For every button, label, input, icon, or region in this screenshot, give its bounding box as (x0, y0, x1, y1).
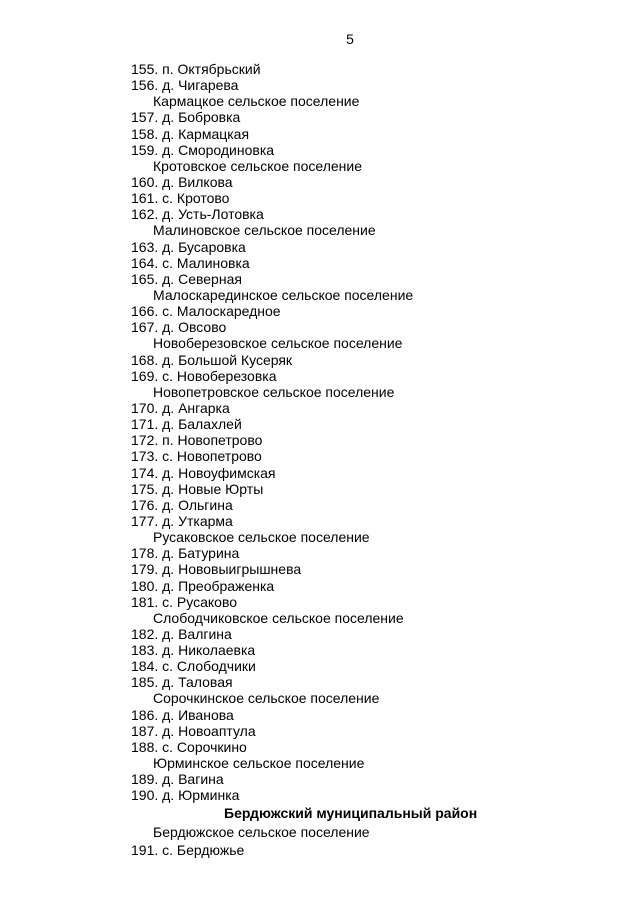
settlement-heading: Русаковское сельское поселение (153, 529, 370, 546)
list-item: 169. с. Новоберезовка (131, 367, 277, 384)
list-item: 157. д. Бобровка (131, 109, 241, 126)
list-item: 181. с. Русаково (131, 593, 238, 610)
list-item: 158. д. Кармацкая (131, 125, 250, 142)
settlement-heading: Новоберезовское сельское поселение (153, 335, 403, 352)
list-item: 185. д. Таловая (131, 674, 233, 691)
list-item: 159. д. Смородиновка (131, 141, 275, 158)
list-item: 161. с. Кротово (131, 190, 230, 207)
list-item: 176. д. Ольгина (131, 496, 233, 513)
settlement-heading: Слободчиковское сельское поселение (153, 609, 404, 626)
settlement-heading: Кротовское сельское поселение (153, 157, 362, 174)
list-item: 182. д. Валгина (131, 625, 232, 642)
list-item: 173. с. Новопетрово (131, 448, 262, 465)
list-item: 177. д. Уткарма (131, 512, 233, 529)
list-item: 191. с. Бердюжье (131, 842, 245, 859)
settlement-heading: Новопетровское сельское поселение (153, 383, 395, 400)
list-item: 188. с. Сорочкино (131, 738, 247, 755)
list-item: 165. д. Северная (131, 270, 242, 287)
list-item: 155. п. Октябрьский (131, 61, 261, 77)
list-item: 174. д. Новоуфимская (131, 464, 276, 481)
list-item: 164. с. Малиновка (131, 254, 250, 271)
list-item: 187. д. Новоаптула (131, 722, 256, 739)
settlement-heading: Малиновское сельское поселение (153, 222, 376, 239)
list-item: 184. с. Слободчики (131, 658, 256, 675)
list-item: 170. д. Ангарка (131, 399, 230, 416)
list-item: 166. с. Малоскаредное (131, 303, 281, 320)
list-item: 168. д. Большой Кусеряк (131, 351, 293, 368)
list-item: 179. д. Нововыигрышнева (131, 561, 302, 578)
settlement-heading: Кармацкое сельское поселение (153, 93, 360, 110)
list-item: 167. д. Овсово (131, 319, 227, 336)
list-item: 186. д. Иванова (131, 706, 234, 723)
list-item: 156. д. Чигарева (131, 77, 239, 94)
list-item: 172. п. Новопетрово (131, 432, 263, 449)
list-item: 183. д. Николаевка (131, 642, 256, 659)
list-item: 163. д. Бусаровка (131, 238, 246, 255)
settlement-heading: Малоскарединское сельское поселение (153, 286, 414, 303)
district-heading: Бердюжский муниципальный район (224, 805, 478, 822)
list-item: 190. д. Юрминка (131, 787, 240, 804)
settlement-heading: Бердюжское сельское поселение (153, 824, 370, 841)
list-item: 178. д. Батурина (131, 545, 240, 562)
settlement-list (131, 61, 531, 859)
settlement-heading: Юрминское сельское поселение (153, 755, 365, 772)
list-item: 180. д. Преображенка (131, 577, 275, 594)
list-item: 160. д. Вилкова (131, 173, 233, 190)
page-number: 5 (346, 31, 354, 47)
list-item: 189. д. Вагина (131, 771, 224, 788)
list-item: 171. д. Балахлей (131, 416, 242, 433)
list-item: 162. д. Усть-Лотовка (131, 206, 264, 223)
settlement-heading: Сорочкинское сельское поселение (153, 690, 380, 707)
list-item: 175. д. Новые Юрты (131, 480, 264, 497)
